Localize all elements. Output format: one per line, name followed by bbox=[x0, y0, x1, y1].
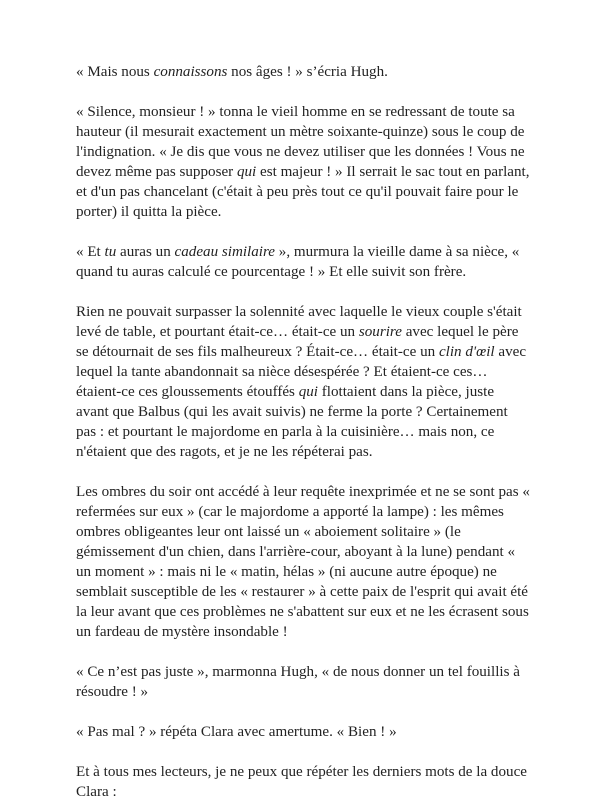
text-run: », murmura la vieille dame à sa nièce, « quand tu auras calculé ce pourcentage ! » Et elle suivit son frère. bbox=[76, 244, 520, 280]
paragraph-1 bbox=[76, 62, 530, 82]
text-run: « Ce n’est pas juste », marmonna Hugh, « de nous donner un tel fouillis à résoudre ! » bbox=[76, 664, 520, 700]
text-run: Et à tous mes lecteurs, je ne peux que répéter les derniers mots de la douce Clara : bbox=[76, 764, 527, 800]
paragraph-4 bbox=[76, 302, 530, 462]
paragraph-6 bbox=[76, 662, 530, 702]
italic-text: qui bbox=[298, 384, 318, 400]
text-run: est majeur ! » Il serrait le sac tout en parlant, et d'un pas chancelant (c'était à peu près tout ce qu'il pouvait faire pour le porter) il quitta la pièce. bbox=[76, 164, 530, 220]
italic-text: sourire bbox=[358, 324, 402, 340]
text-run: « Silence, monsieur ! » tonna le vieil homme en se redressant de toute sa hauteur (il mesurait exactement un mètre soixante-quinze) sous le coup de l'indignation. « Je dis que vous ne devez utiliser que les données ! Vous ne devez même pas supposer bbox=[76, 104, 525, 180]
text-run: flottaient dans la pièce, juste avant que Balbus (qui les avait suivis) ne ferme la porte ? Certainement pas : et pourtant le majordome en parla à la cuisinière… mais non, ce n'étaient que des ragots, et je ne les répéterai pas. bbox=[76, 384, 508, 460]
italic-text: clin d'œil bbox=[438, 344, 495, 360]
text-run: avec lequel le père se détournait de ses fils malheureux ? Était-ce… était-ce un bbox=[76, 324, 519, 360]
text-run: « Et bbox=[76, 244, 105, 260]
text-body bbox=[76, 62, 530, 802]
italic-text: tu bbox=[104, 244, 117, 260]
text-run: avec lequel la tante abandonnait sa nièce désespérée ? Et étaient-ce ces… étaient-ce ces gloussements étouffés bbox=[76, 344, 527, 400]
text-run: Rien ne pouvait surpasser la solennité avec laquelle le vieux couple s'était levé de table, et pourtant était-ce… était-ce un bbox=[76, 304, 522, 340]
text-run: « Pas mal ? » répéta Clara avec amertume. « Bien ! » bbox=[76, 724, 397, 740]
text-run: nos âges ! » s’écria Hugh. bbox=[227, 64, 388, 80]
italic-text: cadeau similaire bbox=[174, 244, 275, 260]
paragraph-2 bbox=[76, 102, 530, 222]
paragraph-7 bbox=[76, 722, 530, 742]
paragraph-3 bbox=[76, 242, 530, 282]
text-run: Les ombres du soir ont accédé à leur requête inexprimée et ne se sont pas « refermées sur eux » (car le majordome a apporté la lampe) : les mêmes ombres obligeantes leur ont laissé un « aboiement solitaire » (le gémissement d'un chien, dans l'arrière-cour, aboyant à la lune) pendant « un moment » : mais ni le « matin, hélas » (ni aucune autre époque) ne semblait susceptible de les « restaurer » à cette paix de l'esprit qui avait été la leur avant que ces problèmes ne s'abattent sur eux et ne les écrasent sous un fardeau de mystère insondable ! bbox=[76, 484, 530, 640]
paragraph-5 bbox=[76, 482, 530, 642]
italic-text: connaissons bbox=[153, 64, 228, 80]
paragraph-8 bbox=[76, 762, 530, 802]
text-run: auras un bbox=[116, 244, 175, 260]
italic-text: qui bbox=[236, 164, 257, 180]
text-run: « Mais nous bbox=[76, 64, 154, 80]
